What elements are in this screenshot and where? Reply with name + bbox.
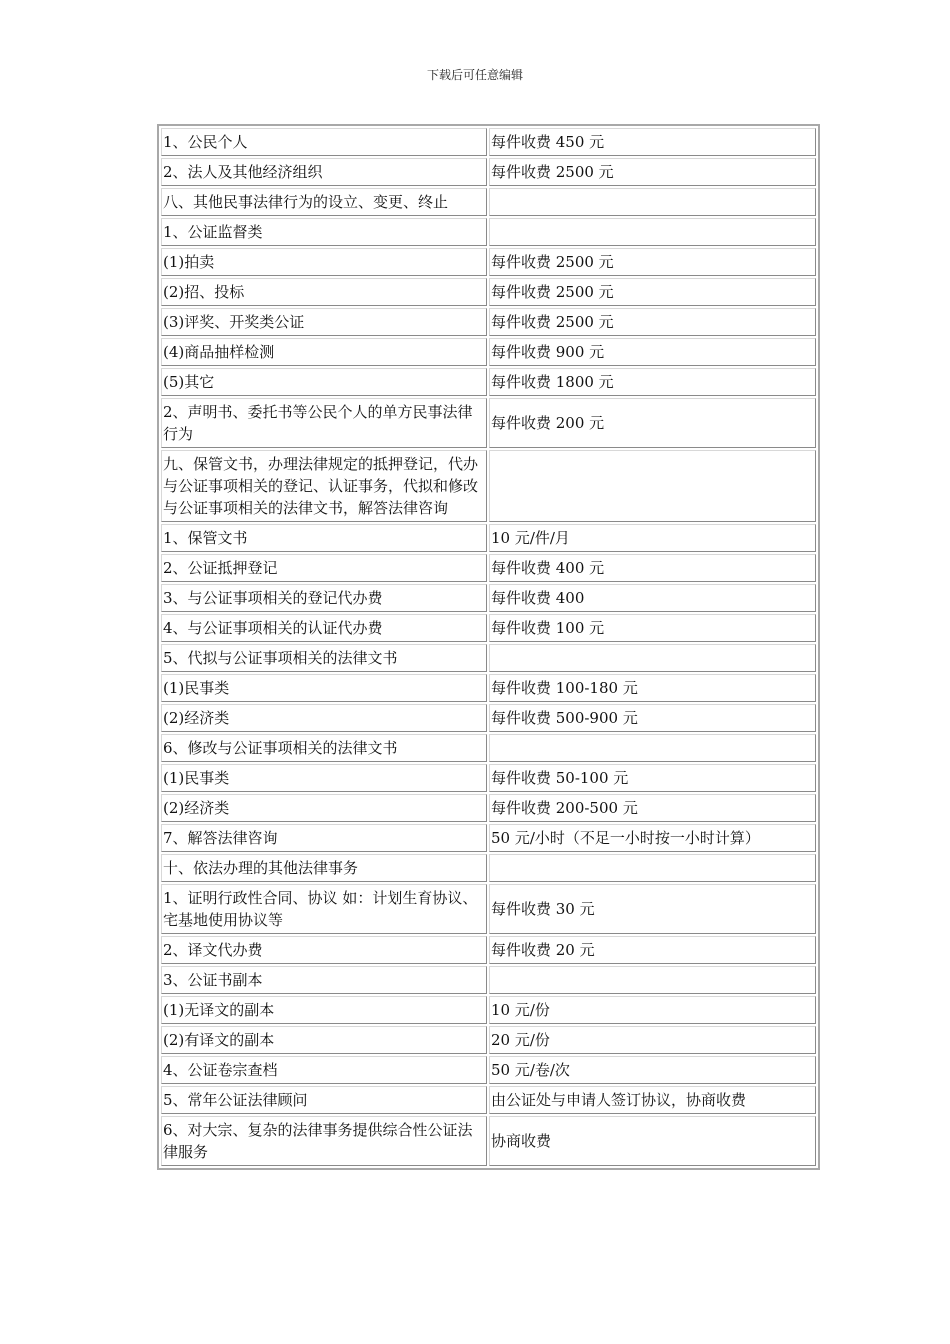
table-row — [161, 884, 816, 934]
fee-cell: 每件收费 450 元 — [489, 128, 816, 156]
fee-cell: 每件收费 200 元 — [489, 398, 816, 448]
item-cell: 6、修改与公证事项相关的法律文书 — [161, 734, 487, 762]
table-row — [161, 218, 816, 246]
item-cell: (2)招、投标 — [161, 278, 487, 306]
item-cell: (3)评奖、开奖类公证 — [161, 308, 487, 336]
item-cell: 1、证明行政性合同、协议 如：计划生育协议、宅基地使用协议等 — [161, 884, 487, 934]
table-row — [161, 368, 816, 396]
fee-cell — [489, 966, 816, 994]
fee-cell — [489, 854, 816, 882]
table-row — [161, 674, 816, 702]
table-row — [161, 854, 816, 882]
fee-cell — [489, 644, 816, 672]
fee-cell: 50 元/小时（不足一小时按一小时计算） — [489, 824, 816, 852]
fee-cell: 20 元/份 — [489, 1026, 816, 1054]
fee-cell: 每件收费 400 元 — [489, 554, 816, 582]
fee-cell: 每件收费 2500 元 — [489, 308, 816, 336]
item-cell: 八、其他民事法律行为的设立、变更、终止 — [161, 188, 487, 216]
table-row — [161, 584, 816, 612]
fee-cell — [489, 188, 816, 216]
table-row — [161, 794, 816, 822]
item-cell: 3、公证书副本 — [161, 966, 487, 994]
item-cell: 1、保管文书 — [161, 524, 487, 552]
table-row — [161, 764, 816, 792]
fee-cell — [489, 734, 816, 762]
item-cell: 6、对大宗、复杂的法律事务提供综合性公证法律服务 — [161, 1116, 487, 1166]
item-cell: 十、依法办理的其他法律事务 — [161, 854, 487, 882]
fee-table — [157, 124, 820, 1170]
table-row — [161, 704, 816, 732]
fee-cell: 每件收费 400 — [489, 584, 816, 612]
item-cell: (2)经济类 — [161, 794, 487, 822]
item-cell: 4、与公证事项相关的认证代办费 — [161, 614, 487, 642]
fee-cell: 每件收费 100-180 元 — [489, 674, 816, 702]
item-cell: 5、代拟与公证事项相关的法律文书 — [161, 644, 487, 672]
table-row — [161, 966, 816, 994]
item-cell: (5)其它 — [161, 368, 487, 396]
item-cell: 2、法人及其他经济组织 — [161, 158, 487, 186]
fee-cell — [489, 450, 816, 522]
item-cell: (4)商品抽样检测 — [161, 338, 487, 366]
table-row — [161, 554, 816, 582]
table-row — [161, 128, 816, 156]
fee-cell: 每件收费 900 元 — [489, 338, 816, 366]
fee-cell: 每件收费 200-500 元 — [489, 794, 816, 822]
table-row — [161, 1116, 816, 1166]
fee-cell: 每件收费 500-900 元 — [489, 704, 816, 732]
item-cell: 5、常年公证法律顾问 — [161, 1086, 487, 1114]
item-cell: (2)经济类 — [161, 704, 487, 732]
page-header: 下载后可任意编辑 — [426, 68, 523, 82]
fee-cell — [489, 218, 816, 246]
fee-cell: 每件收费 20 元 — [489, 936, 816, 964]
item-cell: 2、声明书、委托书等公民个人的单方民事法律行为 — [161, 398, 487, 448]
item-cell: 2、译文代办费 — [161, 936, 487, 964]
table-row — [161, 996, 816, 1024]
table-row — [161, 248, 816, 276]
fee-cell: 每件收费 30 元 — [489, 884, 816, 934]
item-cell: 4、公证卷宗查档 — [161, 1056, 487, 1084]
fee-cell: 10 元/份 — [489, 996, 816, 1024]
table-row — [161, 450, 816, 522]
table-row — [161, 1086, 816, 1114]
fee-cell: 每件收费 2500 元 — [489, 278, 816, 306]
item-cell: 3、与公证事项相关的登记代办费 — [161, 584, 487, 612]
fee-cell: 10 元/件/月 — [489, 524, 816, 552]
table-row — [161, 936, 816, 964]
item-cell: (2)有译文的副本 — [161, 1026, 487, 1054]
item-cell: 九、保管文书，办理法律规定的抵押登记，代办与公证事项相关的登记、认证事务，代拟和修改与公证事项相关的法律文书，解答法律咨询 — [161, 450, 487, 522]
fee-cell: 每件收费 2500 元 — [489, 248, 816, 276]
item-cell: (1)拍卖 — [161, 248, 487, 276]
fee-cell: 由公证处与申请人签订协议，协商收费 — [489, 1086, 816, 1114]
fee-cell: 协商收费 — [489, 1116, 816, 1166]
fee-cell: 每件收费 1800 元 — [489, 368, 816, 396]
fee-table-body — [161, 128, 816, 1166]
item-cell: 1、公民个人 — [161, 128, 487, 156]
item-cell: 1、公证监督类 — [161, 218, 487, 246]
item-cell: 7、解答法律咨询 — [161, 824, 487, 852]
item-cell: 2、公证抵押登记 — [161, 554, 487, 582]
table-row — [161, 158, 816, 186]
table-row — [161, 278, 816, 306]
fee-cell: 50 元/卷/次 — [489, 1056, 816, 1084]
table-row — [161, 1056, 816, 1084]
table-row — [161, 614, 816, 642]
table-row — [161, 188, 816, 216]
fee-cell: 每件收费 50-100 元 — [489, 764, 816, 792]
fee-cell: 每件收费 100 元 — [489, 614, 816, 642]
table-row — [161, 824, 816, 852]
item-cell: (1)民事类 — [161, 674, 487, 702]
table-row — [161, 1026, 816, 1054]
table-row — [161, 644, 816, 672]
table-row — [161, 524, 816, 552]
table-row — [161, 308, 816, 336]
table-row — [161, 734, 816, 762]
item-cell: (1)无译文的副本 — [161, 996, 487, 1024]
table-row — [161, 338, 816, 366]
fee-cell: 每件收费 2500 元 — [489, 158, 816, 186]
item-cell: (1)民事类 — [161, 764, 487, 792]
table-row — [161, 398, 816, 448]
